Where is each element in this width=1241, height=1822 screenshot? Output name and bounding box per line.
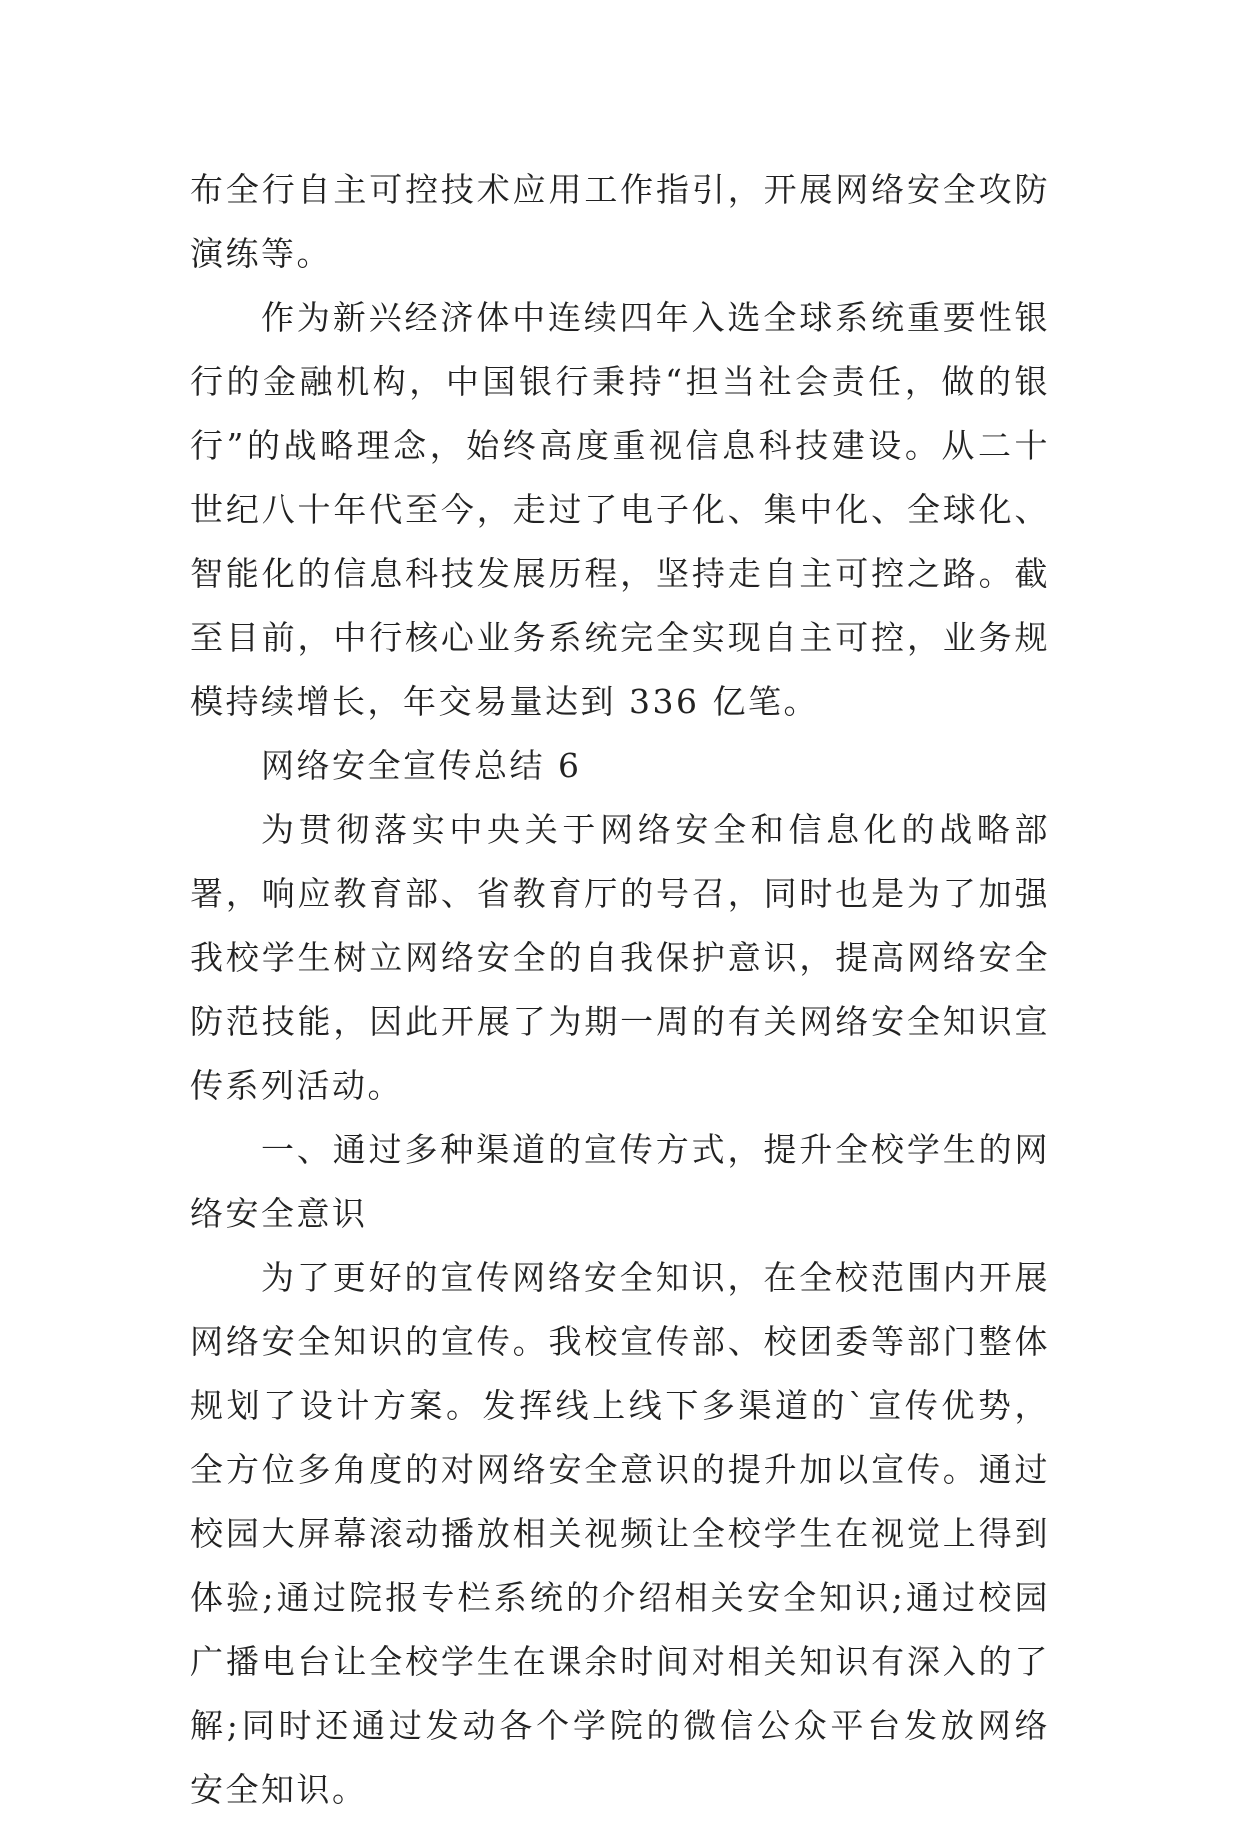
paragraph-publicity: 为了更好的宣传网络安全知识，在全校范围内开展网络安全知识的宣传。我校宣传部、校团委等部门整体规划了设计方案。发挥线上线下多渠道的`宣传优势，全方位多角度的对网络安全意识的提升加以宣传。通过校园大屏幕滚动播放相关视频让全校学生在视觉上得到体验;通过院报专栏系统的介绍相关安全知识;通过校园广播电台让全校学生在课余时间对相关知识有深入的了解;同时还通过发动各个学院的微信公众平台发放网络安全知识。 (190, 1258, 1050, 1809)
section-title: 网络安全宣传总结 6 (261, 746, 582, 785)
document-body (190, 158, 1050, 1822)
paragraph-bank-of-china: 作为新兴经济体中连续四年入选全球系统重要性银行的金融机构，中国银行秉持“担当社会责任，做的银行”的战略理念，始终高度重视信息科技建设。从二十世纪八十年代至今，走过了电子化、集中化、全球化、智能化的信息科技发展历程，坚持走自主可控之路。截至目前，中行核心业务系统完全实现自主可控，业务规模持续增长，年交易量达到 336 亿笔。 (190, 298, 1050, 721)
paragraph-intro: 为贯彻落实中央关于网络安全和信息化的战略部署，响应教育部、省教育厅的号召，同时也是为了加强我校学生树立网络安全的自我保护意识，提高网络安全防范技能，因此开展了为期一周的有关网络安全知识宣传系列活动。 (190, 810, 1050, 1105)
subsection-heading: 一、通过多种渠道的宣传方式，提升全校学生的网络安全意识 (190, 1130, 1050, 1233)
paragraph-continuation: 布全行自主可控技术应用工作指引，开展网络安全攻防演练等。 (190, 170, 1050, 273)
